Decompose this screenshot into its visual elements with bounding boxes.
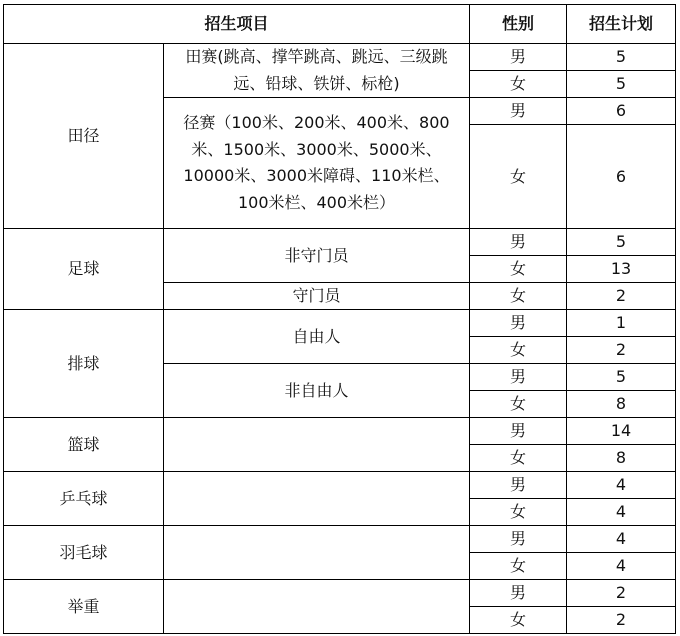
- gender-cell: 女: [470, 445, 567, 472]
- plan-cell: 6: [567, 125, 676, 229]
- gender-cell: 女: [470, 499, 567, 526]
- header-gender: 性别: [470, 5, 567, 44]
- header-plan: 招生计划: [567, 5, 676, 44]
- gender-cell: 女: [470, 71, 567, 98]
- table-row: [4, 526, 676, 553]
- table-row: [4, 44, 676, 71]
- category-weightlifting: 举重: [4, 580, 164, 634]
- subcategory-goalkeeper: 守门员: [164, 283, 470, 310]
- gender-cell: 男: [470, 364, 567, 391]
- plan-cell: 5: [567, 229, 676, 256]
- plan-cell: 4: [567, 553, 676, 580]
- category-table-tennis: 乒乓球: [4, 472, 164, 526]
- gender-cell: 女: [470, 256, 567, 283]
- plan-cell: 2: [567, 283, 676, 310]
- subcategory-track-events: 径赛（100米、200米、400米、800米、1500米、3000米、5000米、10000米、3000米障碍、110米栏、100米栏、400米栏）: [164, 98, 470, 229]
- gender-cell: 女: [470, 283, 567, 310]
- plan-cell: 5: [567, 364, 676, 391]
- gender-cell: 男: [470, 98, 567, 125]
- plan-cell: 8: [567, 445, 676, 472]
- subcategory-empty: [164, 526, 470, 580]
- category-athletics: 田径: [4, 44, 164, 229]
- gender-cell: 男: [470, 472, 567, 499]
- table-row: [4, 418, 676, 445]
- subcategory-field-events: 田赛(跳高、撑竿跳高、跳远、三级跳远、铅球、铁饼、标枪): [164, 44, 470, 98]
- gender-cell: 男: [470, 44, 567, 71]
- header-project: 招生项目: [4, 5, 470, 44]
- table-row: [4, 580, 676, 607]
- plan-cell: 4: [567, 472, 676, 499]
- plan-cell: 8: [567, 391, 676, 418]
- plan-cell: 4: [567, 499, 676, 526]
- subcategory-empty: [164, 418, 470, 472]
- plan-cell: 2: [567, 337, 676, 364]
- table-row: [4, 229, 676, 256]
- plan-cell: 2: [567, 607, 676, 634]
- gender-cell: 男: [470, 580, 567, 607]
- category-volleyball: 排球: [4, 310, 164, 418]
- plan-cell: 6: [567, 98, 676, 125]
- subcategory-non-libero: 非自由人: [164, 364, 470, 418]
- gender-cell: 女: [470, 125, 567, 229]
- plan-cell: 5: [567, 44, 676, 71]
- gender-cell: 女: [470, 391, 567, 418]
- enrollment-plan-table: [3, 4, 676, 634]
- plan-cell: 13: [567, 256, 676, 283]
- subcategory-non-goalkeeper: 非守门员: [164, 229, 470, 283]
- plan-cell: 5: [567, 71, 676, 98]
- plan-cell: 2: [567, 580, 676, 607]
- gender-cell: 男: [470, 526, 567, 553]
- gender-cell: 女: [470, 553, 567, 580]
- category-football: 足球: [4, 229, 164, 310]
- table-row: [4, 310, 676, 337]
- gender-cell: 女: [470, 607, 567, 634]
- plan-cell: 1: [567, 310, 676, 337]
- gender-cell: 男: [470, 418, 567, 445]
- subcategory-libero: 自由人: [164, 310, 470, 364]
- category-basketball: 篮球: [4, 418, 164, 472]
- gender-cell: 女: [470, 337, 567, 364]
- table-row: [4, 472, 676, 499]
- plan-cell: 14: [567, 418, 676, 445]
- subcategory-empty: [164, 580, 470, 634]
- subcategory-empty: [164, 472, 470, 526]
- plan-cell: 4: [567, 526, 676, 553]
- header-row: [4, 5, 676, 44]
- category-badminton: 羽毛球: [4, 526, 164, 580]
- gender-cell: 男: [470, 229, 567, 256]
- gender-cell: 男: [470, 310, 567, 337]
